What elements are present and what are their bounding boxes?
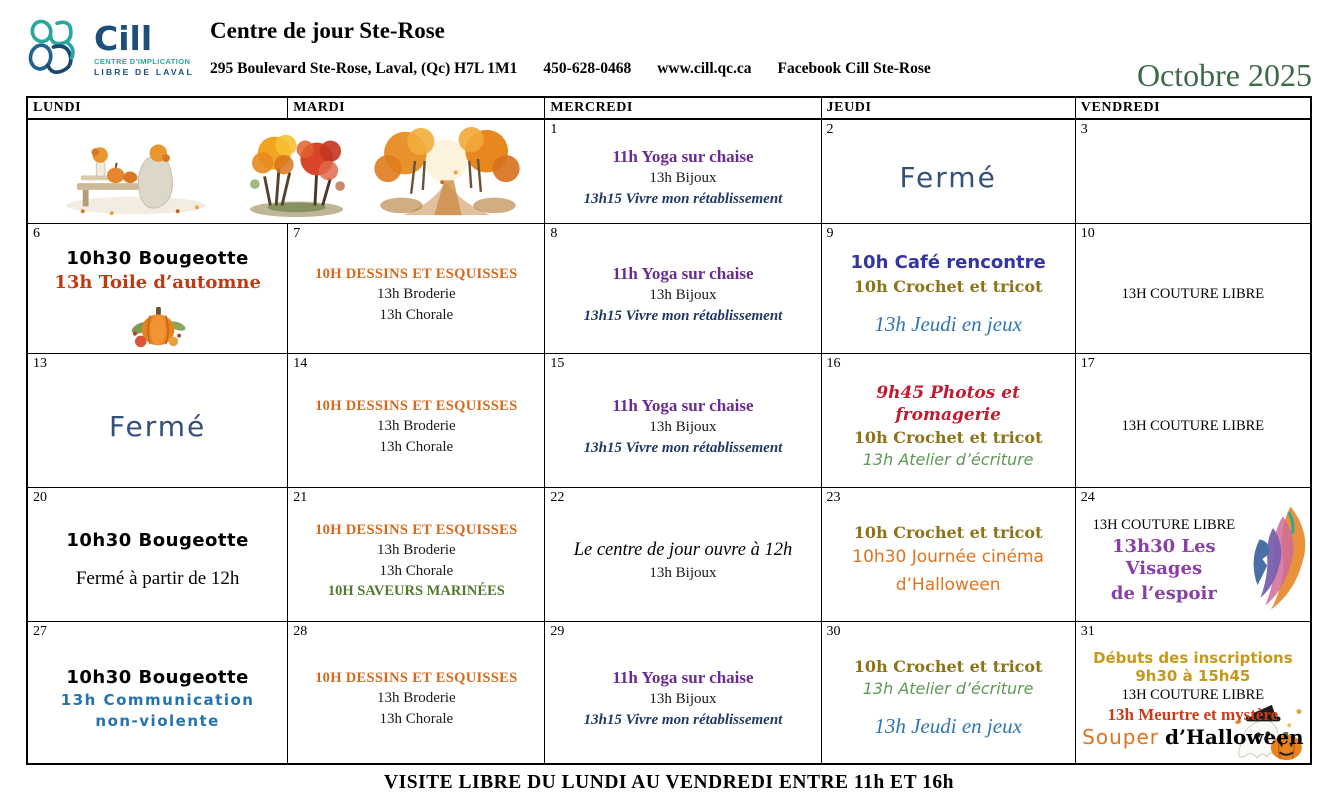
day-number: 1 — [550, 122, 558, 137]
event-text: 13h Bijoux — [649, 564, 717, 581]
day-cell-21 — [288, 488, 545, 622]
event-text: 11h Yoga sur chaise — [612, 264, 754, 284]
event-text: 10H DESSINS ET ESQUISSES — [315, 521, 518, 538]
event-text: 13h Toile d’automne — [54, 272, 261, 293]
autumn-trees-image — [241, 126, 353, 218]
day-number: 27 — [33, 624, 47, 639]
events-list — [545, 622, 820, 763]
day-cell-13 — [28, 354, 288, 488]
event-text: 13H COUTURE LIBRE — [1121, 418, 1265, 435]
calendar-table — [26, 96, 1312, 765]
day-number: 6 — [33, 226, 40, 241]
day-number: 14 — [293, 356, 308, 371]
address-text: 295 Boulevard Ste-Rose, Laval, (Qc) H7L 1M1 — [210, 60, 518, 77]
events-list — [28, 622, 287, 763]
day-number: 15 — [550, 356, 565, 371]
event-text: 10H DESSINS ET ESQUISSES — [315, 669, 518, 686]
logo-tagline-2: LIBRE DE LAVAL — [94, 67, 194, 77]
events-list — [545, 120, 820, 223]
day-cell-1 — [545, 120, 821, 224]
day-cell-20 — [28, 488, 288, 622]
day-cell-31 — [1076, 622, 1310, 763]
event-text — [1079, 726, 1306, 749]
event-text: 13h Communication — [60, 691, 255, 709]
event-text: 13h15 Vivre mon rétablissement — [583, 440, 783, 457]
cill-logo — [26, 16, 204, 78]
events-list — [822, 354, 1075, 487]
event-text: 13h Chorale — [379, 562, 454, 579]
event-text: 11h Yoga sur chaise — [612, 396, 754, 416]
event-text: 11h Yoga sur chaise — [612, 668, 754, 688]
event-text: 13h Bijoux — [649, 419, 717, 436]
day-number: 20 — [33, 490, 47, 505]
day-number: 13 — [33, 356, 47, 371]
page-header — [26, 0, 1312, 96]
footer-note: VISITE LIBRE DU LUNDI AU VENDREDI ENTRE 11h ET 16h — [384, 772, 954, 793]
day-header-lundi: LUNDI — [28, 98, 288, 120]
event-text: 10h Crochet et tricot — [853, 523, 1043, 543]
events-list — [545, 224, 820, 353]
day-cell-27 — [28, 622, 288, 763]
page-title: Centre de jour Ste-Rose — [210, 18, 445, 43]
logo-text — [94, 16, 194, 77]
events-list — [288, 224, 544, 353]
event-text: 10H DESSINS ET ESQUISSES — [315, 397, 518, 414]
event-text: 10h Crochet et tricot — [853, 657, 1043, 677]
events-list — [288, 488, 544, 621]
events-list — [545, 354, 820, 487]
event-text: 13h Broderie — [376, 541, 456, 558]
day-number: 21 — [293, 490, 308, 505]
event-text: 13h Chorale — [379, 710, 454, 727]
day-header-mardi: MARDI — [288, 98, 545, 120]
calendar-week-row — [28, 354, 1310, 488]
day-number: 8 — [550, 226, 558, 241]
event-text: 13h15 Vivre mon rétablissement — [583, 308, 783, 325]
calendar-week-row — [28, 622, 1310, 763]
event-text: 10h30 Bougeotte — [66, 530, 249, 552]
event-text: 9h30 à 15h45 — [1135, 667, 1251, 686]
event-text: 13h Bijoux — [649, 170, 717, 187]
event-text: d’Halloween — [895, 574, 1001, 595]
day-cell-15 — [545, 354, 821, 488]
event-text: 13h Chorale — [379, 306, 454, 323]
day-number: 10 — [1080, 226, 1095, 241]
event-text: 10H SAVEURS MARINÉES — [327, 583, 505, 600]
event-text: 13h Broderie — [376, 285, 456, 302]
day-number: 31 — [1080, 624, 1095, 639]
day-cell-22 — [545, 488, 821, 622]
event-text: 13h Chorale — [379, 438, 454, 455]
logo-tagline-1: CENTRE D'IMPLICATION — [94, 57, 191, 66]
event-text-part: Souper — [1082, 725, 1159, 750]
event-text: 13h Jeudi en jeux — [874, 714, 1022, 739]
header-center — [210, 16, 1137, 78]
day-number: 3 — [1080, 122, 1088, 137]
day-header-mercredi: MERCREDI — [545, 98, 821, 120]
day-number: 17 — [1080, 356, 1095, 371]
event-text: 13h15 Vivre mon rétablissement — [583, 191, 783, 208]
day-cell-7 — [288, 224, 545, 354]
event-text: 13h Broderie — [376, 689, 456, 706]
day-cell-23 — [822, 488, 1076, 622]
events-list — [822, 622, 1075, 763]
events-list — [28, 488, 287, 621]
event-text: non-violente — [95, 711, 220, 730]
day-number: 2 — [826, 122, 834, 137]
events-list — [1076, 354, 1310, 487]
events-list — [1076, 488, 1310, 621]
pumpkin-image — [127, 303, 189, 351]
day-number: 30 — [826, 624, 841, 639]
day-cell-9 — [822, 224, 1076, 354]
event-text: 13h Broderie — [376, 417, 456, 434]
events-list — [1076, 224, 1310, 353]
events-list — [28, 354, 287, 487]
event-text: 10h30 Bougeotte — [66, 247, 249, 269]
events-list — [822, 120, 1075, 223]
day-number: 28 — [293, 624, 308, 639]
logo-brand: Cill — [94, 19, 153, 58]
website-link[interactable]: www.cill.qc.ca — [657, 60, 752, 77]
event-text: 13H COUTURE LIBRE — [1121, 687, 1265, 704]
event-text: 13h15 Vivre mon rétablissement — [583, 712, 783, 729]
calendar-week-row — [28, 488, 1310, 622]
event-text: 13H COUTURE LIBRE — [1092, 516, 1236, 533]
events-list — [288, 622, 544, 763]
day-number: 9 — [826, 226, 834, 241]
events-list — [1076, 120, 1310, 223]
day-cell-8 — [545, 224, 821, 354]
event-text-part: d’Halloween — [1165, 725, 1304, 750]
contact-line — [210, 60, 1137, 78]
day-cell-24 — [1076, 488, 1310, 622]
phone-number: 450-628-0468 — [543, 60, 632, 77]
events-list — [288, 354, 544, 487]
events-list — [28, 224, 287, 306]
event-text: 10H DESSINS ET ESQUISSES — [315, 265, 518, 282]
event-text: 13h Bijoux — [649, 691, 717, 708]
day-cell-6 — [28, 224, 288, 354]
event-text: 13h Meurtre et mystère — [1107, 705, 1279, 725]
events-list — [822, 488, 1075, 621]
day-number: 22 — [550, 490, 565, 505]
calendar-week-row — [28, 120, 1310, 224]
events-list — [1076, 622, 1310, 763]
event-text: 10h30 Bougeotte — [66, 666, 249, 688]
day-header-jeudi: JEUDI — [822, 98, 1076, 120]
event-text: 9h45 Photos et fromagerie — [876, 383, 1020, 425]
month-title: Octobre 2025 — [1136, 57, 1312, 93]
event-text: Fermé à partir de 12h — [75, 567, 240, 589]
facebook-link[interactable]: Facebook Cill Ste-Rose — [777, 60, 931, 77]
day-cell-17 — [1076, 354, 1310, 488]
events-list — [822, 224, 1075, 353]
event-text: 10h Crochet et tricot — [853, 427, 1043, 447]
day-number: 16 — [826, 356, 841, 371]
autumn-bench-image — [52, 126, 220, 218]
day-number: 23 — [826, 490, 841, 505]
day-cell-16 — [822, 354, 1076, 488]
event-text: 13H COUTURE LIBRE — [1121, 286, 1265, 303]
day-cell-30 — [822, 622, 1076, 763]
day-cell-3 — [1076, 120, 1310, 224]
event-text: Le centre de jour ouvre à 12h — [573, 539, 793, 560]
event-text: 11h Yoga sur chaise — [612, 147, 754, 167]
event-text: 13h Atelier d’écriture — [862, 679, 1034, 699]
day-cell-2 — [822, 120, 1076, 224]
events-list — [545, 488, 820, 621]
day-number: 7 — [293, 226, 301, 241]
event-text: 13h Bijoux — [649, 287, 717, 304]
event-text: 10h Café rencontre — [850, 252, 1046, 274]
event-text: 13h30 Les Visages — [1112, 535, 1216, 580]
calendar-week-row — [28, 224, 1310, 354]
event-text: 10h30 Journée cinéma — [852, 547, 1044, 568]
event-text: 13h Atelier d’écriture — [862, 449, 1034, 469]
day-header-vendredi: VENDREDI — [1076, 98, 1310, 120]
event-text: Fermé — [108, 410, 207, 443]
event-text: Débuts des inscriptions — [1093, 648, 1293, 667]
day-number: 29 — [550, 624, 565, 639]
event-text: Fermé — [899, 161, 997, 194]
day-cell-14 — [288, 354, 545, 488]
day-number: 24 — [1080, 490, 1095, 505]
day-cell-decoration — [28, 120, 545, 224]
event-text: 10h Crochet et tricot — [853, 276, 1043, 296]
day-cell-28 — [288, 622, 545, 763]
day-cell-29 — [545, 622, 821, 763]
event-text: de l’espoir — [1110, 582, 1217, 604]
autumn-path-image — [374, 126, 520, 218]
event-text: 13h Jeudi en jeux — [874, 311, 1022, 336]
cill-logo-icon — [26, 16, 90, 78]
day-cell-10 — [1076, 224, 1310, 354]
